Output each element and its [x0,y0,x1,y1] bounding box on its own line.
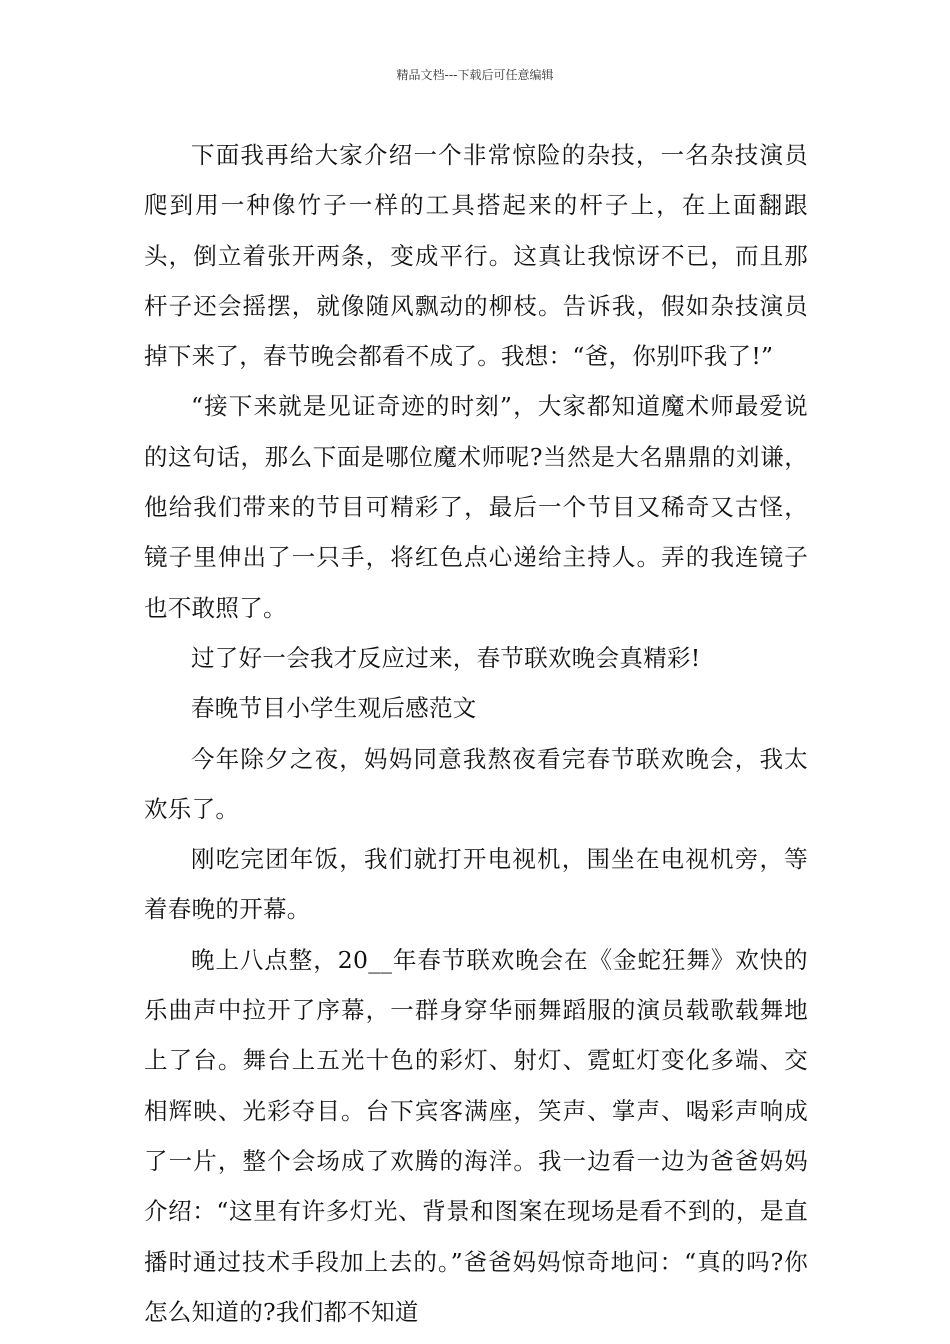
document-body [144,130,808,1337]
section-title: 春晚节目小学生观后感范文 [191,694,477,723]
paragraph-new-year-eve: 今年除夕之夜，妈妈同意我熬夜看完春节联欢晚会，我太欢乐了。 [144,744,808,823]
paragraph-conclusion: 过了好一会我才反应过来，春节联欢晚会真精彩! [191,643,701,672]
paragraph-acrobatics: 下面我再给大家介绍一个非常惊险的杂技，一名杂技演员爬到用一种像竹子一样的工具搭起来的杆子上，在上面翻跟头，倒立着张开两条，变成平行。这真让我惊讶不已，而且那杆子还会摇摆，就像随风飘动的柳枝。告诉我，假如杂技演员掉下来了，春节晚会都看不成了。我想：“爸，你别吓我了!” [144,141,808,371]
paragraph-magician: “接下来就是见证奇迹的时刻”，大家都知道魔术师最爱说的这句话，那么下面是哪位魔术师呢?当然是大名鼎鼎的刘谦，他给我们带来的节目可精彩了，最后一个节目又稀奇又古怪，镜子里伸出了一只手，将红色点心递给主持人。弄的我连镜子也不敢照了。 [144,392,808,622]
page-header: 精品文档---下载后可任意编辑 [396,68,554,82]
paragraph-opening: 晚上八点整，20__年春节联欢晚会在《金蛇狂舞》欢快的乐曲声中拉开了序幕，一群身穿华丽舞蹈服的演员载歌载舞地上了台。舞台上五光十色的彩灯、射灯、霓虹灯变化多端、交相辉映、光彩夺目。台下宾客满座，笑声、掌声、喝彩声响成了一片，整个会场成了欢腾的海洋。我一边看一边为爸爸妈妈介绍：“这里有许多灯光、背景和图案在现场是看不到的，是直播时通过技术手段加上去的。”爸爸妈妈惊奇地问：“真的吗?你怎么知道的?我们都不知道 [144,945,808,1326]
paragraph-dinner: 刚吃完团年饭，我们就打开电视机，围坐在电视机旁，等着春晚的开幕。 [144,845,808,924]
